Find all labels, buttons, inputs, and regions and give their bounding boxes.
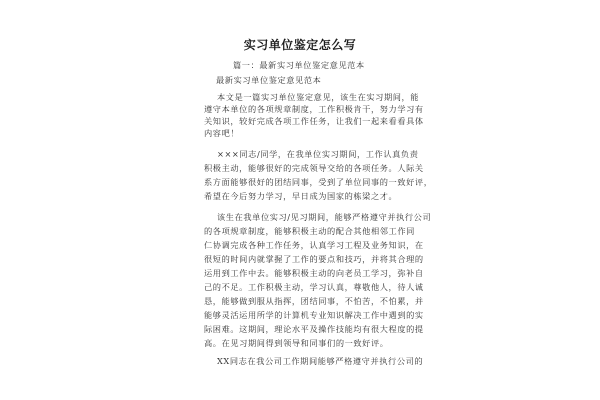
paragraph-line: 的各项规章制度，能够积极主动的配合其他相邻工作同 [204,226,415,236]
paragraph-line: ×××同志/同学，在我单位实习期间，工作认真负责 [217,149,419,159]
paragraph-line: 系方面能够很好的团结同事，受到了单位同事的一致好评， [204,177,433,187]
paragraph-line: 高。在见习期间得到领导和同事们的一致好评。 [204,338,389,348]
paragraph-line: 运用到工作中去。能够积极主动的向老员工学习，弥补自 [204,268,424,278]
paragraph-line: 希望在今后努力学习，早日成为国家的栋梁之才。 [204,191,398,201]
paragraph-line: 积极主动，能够很好的完成领导交给的各项任务。人际关 [204,163,424,173]
section-heading: 篇一：最新实习单位鉴定意见范本 [233,60,365,70]
paragraph-line: 内容吧！ [204,128,240,138]
paragraph-line: 己的不足。工作积极主动，学习认真，尊敬他人，待人诚 [204,282,424,292]
subheading: 最新实习单位鉴定意见范本 [216,75,322,85]
paragraph-line: 仁协调完成各种工作任务，认真学习工程及业务知识，在 [204,240,424,250]
paragraph-line: 遵守本单位的各项规章制度，工作积极肯干，努力学习有 [204,104,424,114]
document-title: 实习单位鉴定怎么写 [243,38,357,52]
paragraph-line: 关知识，较好完成各项工作任务，让我们一起来看看具体 [204,116,424,126]
paragraph-line: 很短的时间内就掌握了工作的要点和技巧，并将其合理的 [204,254,424,264]
paragraph-line: 该生在我单位实习/见习期间，能够严格遵守并执行公司 [217,212,432,222]
paragraph-line: 本文是一篇实习单位鉴定意见，该生在实习期间，能 [217,92,420,102]
paragraph-line: 际困难。这期间，理论水平及操作技能均有很大程度的提 [204,324,424,334]
paragraph-line: XX同志在我公司工作期间能够严格遵守并执行公司的 [217,356,424,366]
paragraph-line: 能够灵活运用所学的计算机专业知识解决工作中遇到的实 [204,310,424,320]
paragraph-line: 恳，能够做到服从指挥，团结同事，不怕苦，不怕累，并 [204,296,424,306]
page-bottom-fade [0,376,600,400]
